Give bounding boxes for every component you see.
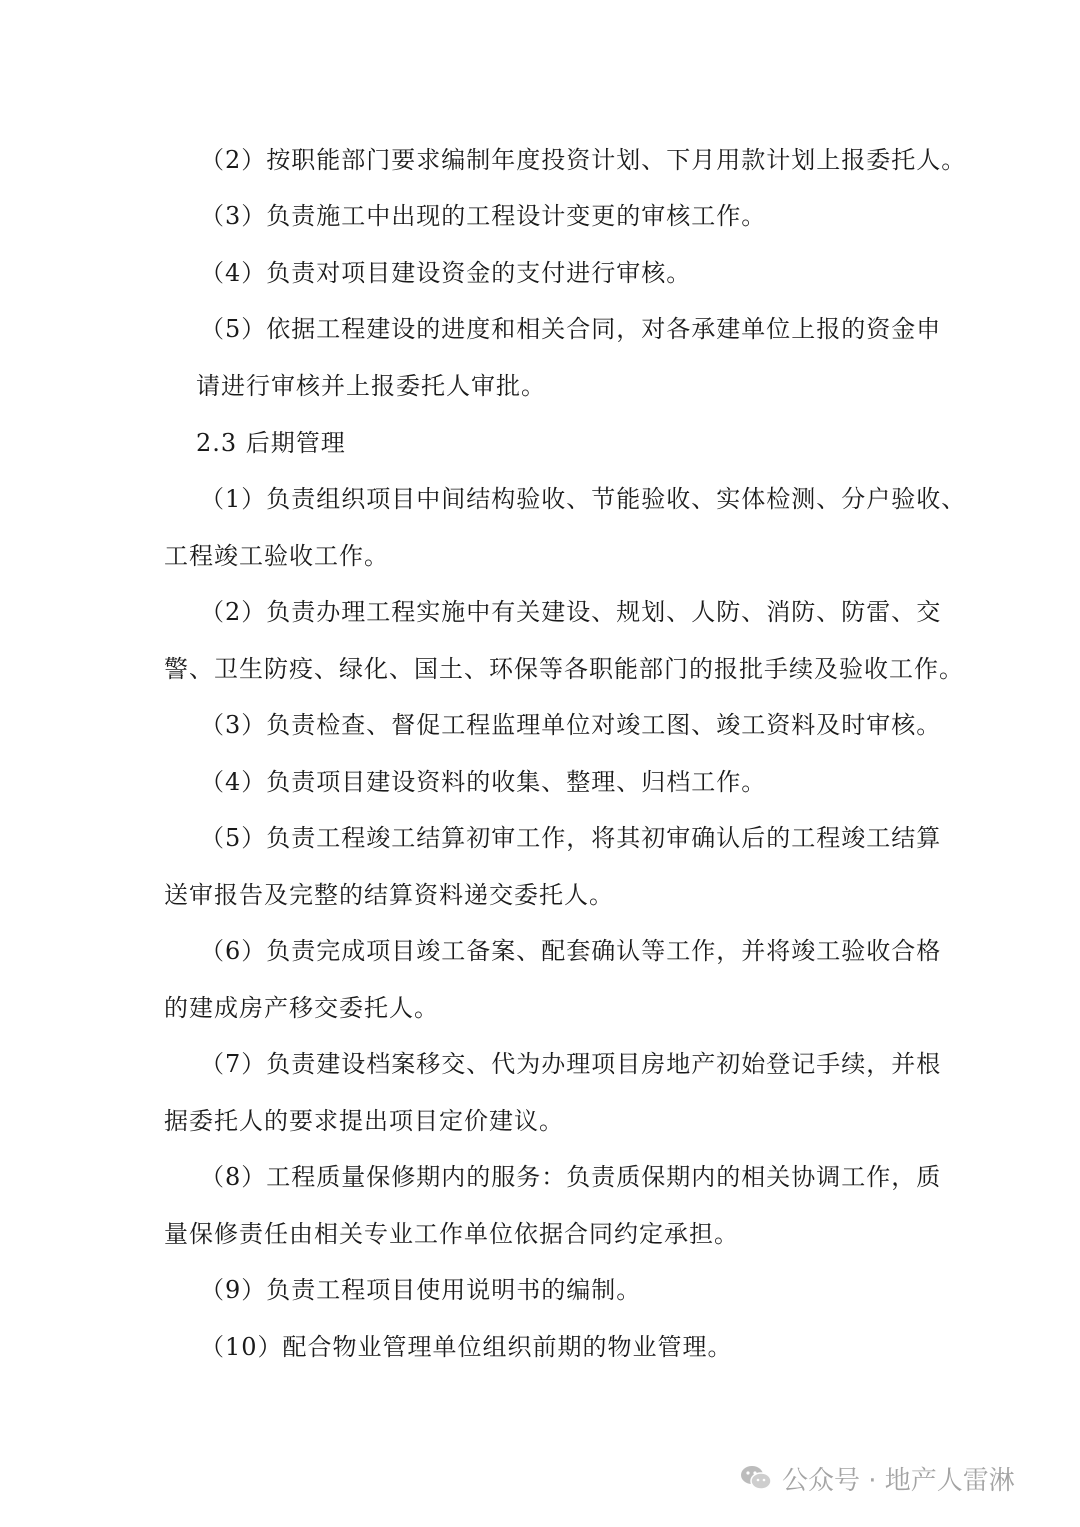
text-line: （7）负责建设档案移交、代为办理项目房地产初始登记手续，并根 [200,1050,942,1078]
text-line: （1）负责组织项目中间结构验收、节能验收、实体检测、分户验收、 [200,485,967,513]
text-line: 工程竣工验收工作。 [164,542,389,570]
text-line: 送审报告及完整的结算资料递交委托人。 [164,881,614,909]
text-line: 的建成房产移交委托人。 [164,994,439,1022]
text-line: （9）负责工程项目使用说明书的编制。 [200,1276,642,1304]
text-line: 量保修责任由相关专业工作单位依据合同约定承担。 [164,1220,739,1248]
text-line: （8）工程质量保修期内的服务：负责质保期内的相关协调工作，质 [200,1163,942,1191]
text-line: （2）按职能部门要求编制年度投资计划、下月用款计划上报委托人。 [200,146,967,174]
text-line: （10）配合物业管理单位组织前期的物业管理。 [200,1333,733,1361]
text-line: （2）负责办理工程实施中有关建设、规划、人防、消防、防雷、交 [200,598,942,626]
text-line: （3）负责施工中出现的工程设计变更的审核工作。 [200,202,767,230]
text-line: （3）负责检查、督促工程监理单位对竣工图、竣工资料及时审核。 [200,711,942,739]
text-line: （5）依据工程建设的进度和相关合同，对各承建单位上报的资金申 [200,315,942,343]
text-line: （6）负责完成项目竣工备案、配套确认等工作，并将竣工验收合格 [200,937,942,965]
wechat-icon [740,1464,772,1492]
text-line: （5）负责工程竣工结算初审工作，将其初审确认后的工程竣工结算 [200,824,942,852]
text-line: （4）负责项目建设资料的收集、整理、归档工作。 [200,768,767,796]
text-line: 请进行审核并上报委托人审批。 [196,372,546,400]
text-line: （4）负责对项目建设资金的支付进行审核。 [200,259,692,287]
watermark [740,1458,1015,1498]
text-line: 据委托人的要求提出项目定价建议。 [164,1107,564,1135]
text-line: 警、卫生防疫、绿化、国土、环保等各职能部门的报批手续及验收工作。 [164,655,964,683]
watermark-text: 公众号 · 地产人雷淋 [782,1465,1015,1496]
section-heading: 2.3 后期管理 [196,429,346,457]
